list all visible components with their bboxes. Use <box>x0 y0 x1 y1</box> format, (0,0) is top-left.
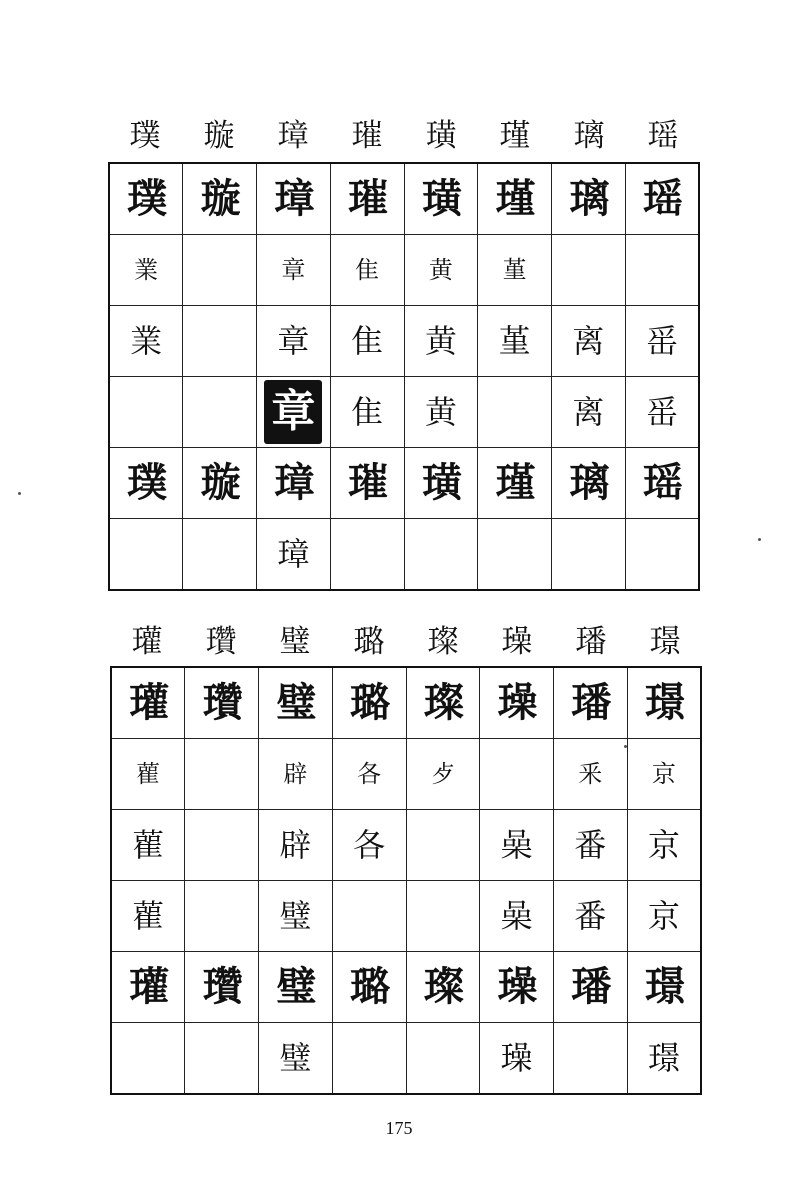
glyph-cell <box>625 306 699 377</box>
glyph-cell <box>480 667 554 739</box>
glyph-row <box>109 448 699 519</box>
glyph-form: 璟 <box>644 963 683 1010</box>
glyph-cell <box>406 667 480 739</box>
header-char: 璀 <box>351 118 383 154</box>
glyph-form: 璧 <box>276 679 315 726</box>
glyph-cell <box>480 1023 554 1095</box>
header-char: 璜 <box>425 118 457 154</box>
header-char: 璠 <box>575 624 607 660</box>
glyph-cell <box>478 163 552 235</box>
glyph-form: 璠 <box>571 963 610 1010</box>
glyph-form: 隹 <box>351 322 384 360</box>
glyph-cell <box>109 235 183 306</box>
glyph-form: 璋 <box>274 459 313 506</box>
glyph-form: 業 <box>130 322 163 360</box>
glyph-cell <box>330 377 404 448</box>
glyph-cell <box>330 519 404 591</box>
glyph-form: 璃 <box>569 459 608 506</box>
glyph-form: 歺 <box>430 760 455 788</box>
glyph-cell <box>625 519 699 591</box>
glyph-row <box>109 519 699 591</box>
glyph-cell <box>257 377 331 448</box>
glyph-form: 璋 <box>274 175 313 222</box>
glyph-form: 璀 <box>348 459 387 506</box>
glyph-cell <box>111 1023 185 1095</box>
glyph-cell <box>185 810 259 881</box>
header-char: 瓚 <box>205 624 237 660</box>
glyph-cell <box>478 519 552 591</box>
glyph-cell <box>406 739 480 810</box>
glyph-cell <box>183 448 257 519</box>
glyph-form: 璇 <box>200 459 239 506</box>
glyph-cell <box>552 519 626 591</box>
glyph-form: 瑶 <box>642 459 681 506</box>
glyph-grid-1 <box>108 162 700 591</box>
glyph-form: 喿 <box>500 826 533 864</box>
glyph-cell <box>257 519 331 591</box>
glyph-form: 辟 <box>279 826 312 864</box>
glyph-cell <box>404 448 478 519</box>
glyph-form: 璞 <box>127 459 166 506</box>
glyph-form: 黄 <box>424 322 457 360</box>
glyph-cell <box>259 952 333 1023</box>
glyph-cell <box>330 163 404 235</box>
glyph-cell <box>332 667 406 739</box>
header-char: 瓘 <box>131 624 163 660</box>
glyph-cell <box>554 739 628 810</box>
glyph-cell <box>185 1023 259 1095</box>
glyph-row <box>111 952 701 1023</box>
glyph-form: 璃 <box>569 175 608 222</box>
glyph-cell <box>478 306 552 377</box>
glyph-cell <box>627 739 701 810</box>
glyph-cell <box>109 448 183 519</box>
glyph-cell <box>111 667 185 739</box>
header-char: 璇 <box>203 118 235 154</box>
glyph-form: 番 <box>574 826 607 864</box>
glyph-row <box>109 235 699 306</box>
header-char: 璟 <box>649 624 681 660</box>
glyph-form: 璧 <box>279 1039 312 1077</box>
glyph-form: 璨 <box>423 679 462 726</box>
glyph-cell <box>185 952 259 1023</box>
glyph-form: 番 <box>574 897 607 935</box>
glyph-form: 璪 <box>497 679 536 726</box>
glyph-cell <box>480 810 554 881</box>
glyph-cell <box>625 163 699 235</box>
glyph-form: 离 <box>572 393 605 431</box>
glyph-form: 喿 <box>500 897 533 935</box>
glyph-form: 各 <box>357 760 382 788</box>
glyph-cell <box>259 1023 333 1095</box>
glyph-form: 雚 <box>132 826 165 864</box>
glyph-form: 璟 <box>647 1039 680 1077</box>
glyph-cell <box>627 810 701 881</box>
glyph-form: 璋 <box>277 535 310 573</box>
glyph-form: 璜 <box>421 175 460 222</box>
glyph-form: 雚 <box>136 760 161 788</box>
glyph-cell <box>109 519 183 591</box>
glyph-form: 瓘 <box>129 963 168 1010</box>
glyph-cell <box>627 1023 701 1095</box>
glyph-cell <box>404 235 478 306</box>
glyph-cell <box>183 519 257 591</box>
scan-speck <box>758 538 761 541</box>
glyph-form: 瑾 <box>495 459 534 506</box>
glyph-cell <box>111 881 185 952</box>
scan-speck <box>18 492 21 495</box>
glyph-cell <box>404 377 478 448</box>
glyph-cell <box>480 881 554 952</box>
glyph-row <box>111 881 701 952</box>
header-char: 璨 <box>427 624 459 660</box>
glyph-cell <box>406 1023 480 1095</box>
glyph-cell <box>554 881 628 952</box>
glyph-cell <box>109 163 183 235</box>
glyph-form: 京 <box>651 760 676 788</box>
glyph-row <box>111 739 701 810</box>
glyph-form: 璧 <box>276 963 315 1010</box>
glyph-form: 璪 <box>500 1039 533 1077</box>
glyph-row <box>111 810 701 881</box>
glyph-cell <box>554 1023 628 1095</box>
glyph-row <box>111 1023 701 1095</box>
glyph-cell <box>111 810 185 881</box>
glyph-cell <box>185 667 259 739</box>
glyph-form: 璇 <box>200 175 239 222</box>
glyph-cell <box>330 306 404 377</box>
page-number: 175 <box>385 1118 413 1138</box>
glyph-form: 璐 <box>350 963 389 1010</box>
glyph-form: 堇 <box>498 322 531 360</box>
glyph-cell <box>625 448 699 519</box>
glyph-cell <box>259 810 333 881</box>
header-char: 瑶 <box>647 118 679 154</box>
glyph-cell <box>404 306 478 377</box>
glyph-row <box>109 306 699 377</box>
glyph-form: 堇 <box>502 256 527 284</box>
glyph-form: 璀 <box>348 175 387 222</box>
glyph-cell <box>332 739 406 810</box>
glyph-form: 璞 <box>127 175 166 222</box>
glyph-cell <box>259 667 333 739</box>
glyph-cell <box>404 163 478 235</box>
glyph-cell <box>627 952 701 1023</box>
glyph-cell <box>554 952 628 1023</box>
glyph-cell <box>257 448 331 519</box>
glyph-form: 瑾 <box>495 175 534 222</box>
glyph-form: 辟 <box>283 760 308 788</box>
glyph-cell <box>625 377 699 448</box>
glyph-form: 隹 <box>355 256 380 284</box>
header-char: 璞 <box>129 118 161 154</box>
header-char: 璧 <box>279 624 311 660</box>
glyph-cell <box>480 952 554 1023</box>
glyph-grid-2 <box>110 666 702 1095</box>
glyph-cell <box>109 306 183 377</box>
header-row-1 <box>108 112 700 160</box>
glyph-row <box>109 163 699 235</box>
glyph-form: 瓚 <box>202 963 241 1010</box>
glyph-cell <box>183 235 257 306</box>
glyph-form: 璠 <box>571 679 610 726</box>
glyph-form: 璨 <box>423 963 462 1010</box>
glyph-cell <box>552 235 626 306</box>
glyph-cell <box>552 377 626 448</box>
glyph-form: 章 <box>277 322 310 360</box>
glyph-cell <box>332 810 406 881</box>
glyph-form: 隹 <box>351 393 384 431</box>
glyph-form: 業 <box>134 256 159 284</box>
glyph-cell <box>478 235 552 306</box>
glyph-cell <box>625 235 699 306</box>
glyph-cell <box>332 881 406 952</box>
glyph-form: 璪 <box>497 963 536 1010</box>
glyph-form: 璜 <box>421 459 460 506</box>
glyph-cell <box>627 881 701 952</box>
glyph-form: 釆 <box>578 760 603 788</box>
glyph-cell <box>185 881 259 952</box>
glyph-form: 瑶 <box>642 175 681 222</box>
glyph-cell <box>478 377 552 448</box>
glyph-cell <box>330 235 404 306</box>
glyph-cell <box>552 163 626 235</box>
glyph-form: 雚 <box>132 897 165 935</box>
glyph-cell <box>332 1023 406 1095</box>
glyph-row <box>109 377 699 448</box>
glyph-form: 章 <box>281 256 306 284</box>
glyph-cell <box>404 519 478 591</box>
glyph-form: 䍃 <box>645 322 678 360</box>
glyph-form: 璧 <box>279 897 312 935</box>
glyph-form: 京 <box>647 897 680 935</box>
glyph-cell <box>259 881 333 952</box>
glyph-cell <box>183 377 257 448</box>
character-table-2 <box>110 618 702 1095</box>
scan-speck <box>624 745 627 748</box>
character-table-1 <box>108 112 700 591</box>
glyph-form: 离 <box>572 322 605 360</box>
glyph-cell <box>257 163 331 235</box>
header-char: 瑾 <box>499 118 531 154</box>
glyph-cell <box>183 163 257 235</box>
glyph-form: 璐 <box>350 679 389 726</box>
glyph-form: 京 <box>647 826 680 864</box>
glyph-cell <box>552 448 626 519</box>
glyph-cell <box>627 667 701 739</box>
glyph-cell <box>332 952 406 1023</box>
glyph-form: 各 <box>353 826 386 864</box>
glyph-cell <box>259 739 333 810</box>
glyph-form: 黄 <box>424 393 457 431</box>
glyph-cell <box>554 810 628 881</box>
glyph-cell <box>109 377 183 448</box>
glyph-cell <box>330 448 404 519</box>
glyph-cell <box>478 448 552 519</box>
header-char: 璋 <box>277 118 309 154</box>
glyph-cell <box>554 667 628 739</box>
glyph-cell <box>406 881 480 952</box>
header-row-2 <box>110 618 702 666</box>
glyph-cell <box>257 306 331 377</box>
glyph-cell <box>257 235 331 306</box>
header-char: 璃 <box>573 118 605 154</box>
header-char: 璐 <box>353 624 385 660</box>
glyph-cell <box>406 952 480 1023</box>
header-char: 璪 <box>501 624 533 660</box>
glyph-form: 瓘 <box>129 679 168 726</box>
glyph-cell <box>111 739 185 810</box>
glyph-form: 黄 <box>428 256 453 284</box>
glyph-cell <box>111 952 185 1023</box>
glyph-form: 瓚 <box>202 679 241 726</box>
glyph-form: 䍃 <box>645 393 678 431</box>
glyph-cell <box>480 739 554 810</box>
glyph-form: 璟 <box>644 679 683 726</box>
glyph-form: 章 <box>264 380 322 444</box>
glyph-cell <box>552 306 626 377</box>
glyph-cell <box>406 810 480 881</box>
glyph-cell <box>185 739 259 810</box>
glyph-cell <box>183 306 257 377</box>
glyph-row <box>111 667 701 739</box>
